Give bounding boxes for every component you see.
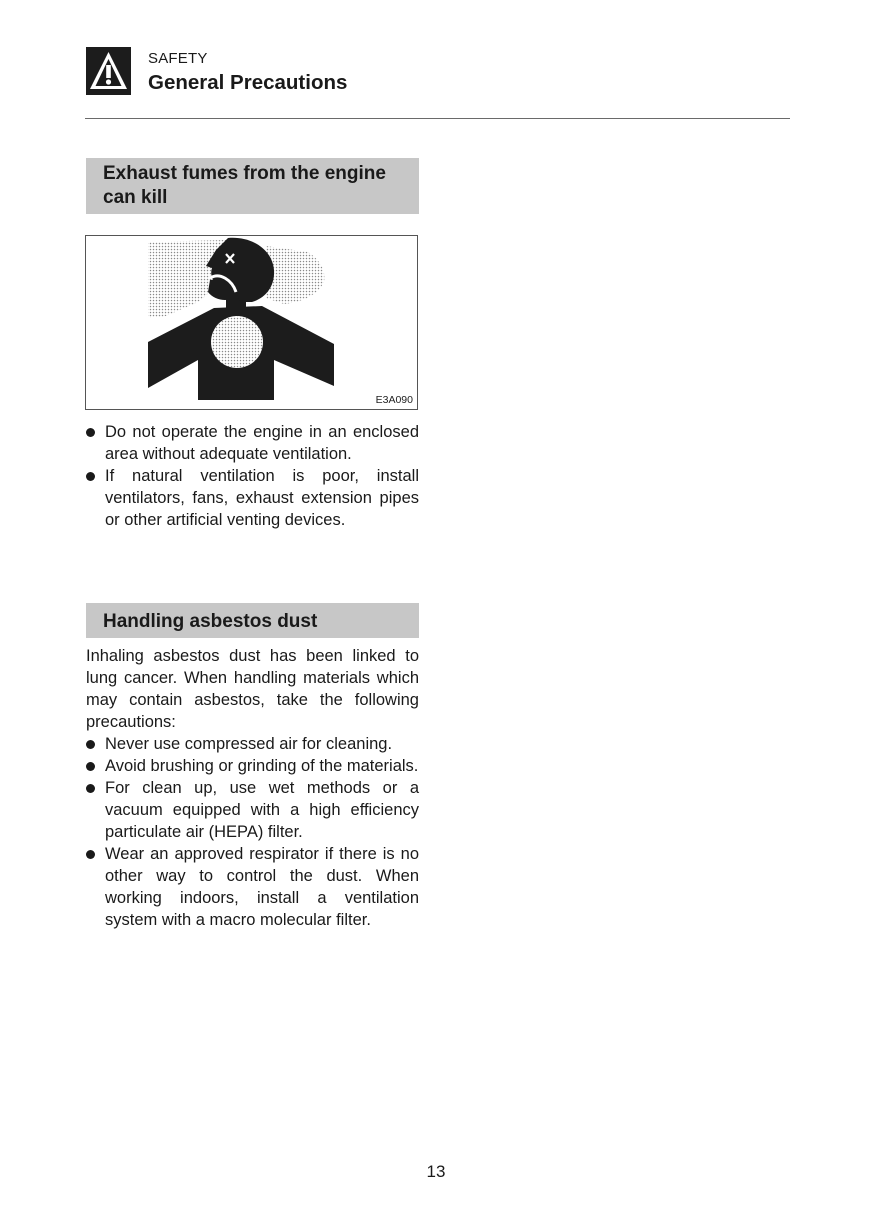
asbestos-heading: Handling asbestos dust (86, 603, 419, 638)
page-title: General Precautions (148, 71, 348, 94)
list-item: For clean up, use wet methods or a vacuum equipped with a high efficiency particulate air (HEPA) filter. (86, 777, 419, 843)
section-label: SAFETY (148, 50, 208, 67)
header-divider (85, 118, 790, 119)
page-number: 13 (426, 1162, 446, 1181)
asbestos-intro: Inhaling asbestos dust has been linked to lung cancer. When handling materials which may contain asbestos, take the following precautions: (86, 647, 419, 731)
exhaust-heading (86, 158, 419, 214)
list-item: If natural ventilation is poor, install ventilators, fans, exhaust extension pipes or other artificial venting devices. (86, 465, 419, 531)
list-item: Avoid brushing or grinding of the materials. (86, 755, 419, 777)
exhaust-bullet-list (86, 421, 419, 531)
exhaust-heading-line1: Exhaust fumes from the engine (103, 163, 386, 184)
asbestos-section (86, 645, 419, 931)
list-item: Do not operate the engine in an enclosed area without adequate ventilation. (86, 421, 419, 465)
list-item: Never use compressed air for cleaning. (86, 733, 419, 755)
exhaust-heading-line2: can kill (103, 187, 168, 208)
exhaust-fumes-illustration (85, 235, 418, 410)
figure-code: E3A090 (375, 394, 413, 406)
warning-exclamation-icon (86, 47, 131, 95)
list-item: Wear an approved respirator if there is no other way to control the dust. When working indoors, install a ventilation system with a macro molecular filter. (86, 843, 419, 931)
